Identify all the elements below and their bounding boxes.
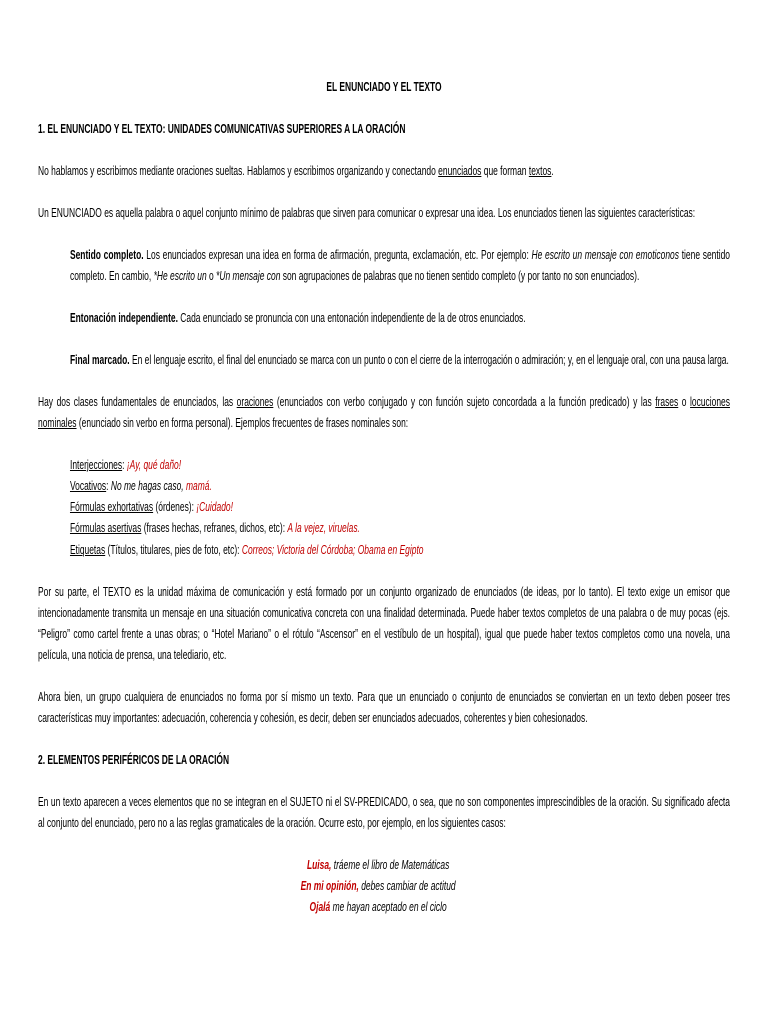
text-definition-paragraph: Por su parte, el TEXTO es la unidad máxima de comunicación y está formado por un conjunto organizado de enunciados (de ideas, por lo tanto). El texto exige un emisor que intencionadamente transmita un mensaje en una situación comunicativa concreta con una finalidad determinada. Puede haber textos completos de una palabra o de muy pocas (ejs. “Peligro” como cartel frente a unas obras; o “Hotel Mariano” o el rótulo “Ascensor” en el vestíbulo de un hospital), igual que puede haber textos completos como una novela, una película, una noticia de prensa, una telediario, etc. bbox=[38, 583, 730, 662]
list-item bbox=[70, 539, 730, 560]
example-sentence bbox=[38, 854, 718, 875]
nominal-phrase-example: mamá. bbox=[186, 478, 212, 494]
term-oraciones: oraciones bbox=[236, 394, 274, 410]
nominal-phrase-note: : bbox=[106, 478, 111, 494]
term-frases: frases bbox=[655, 394, 679, 410]
list-item bbox=[70, 475, 730, 496]
characteristic-term: Sentido completo. bbox=[69, 246, 144, 262]
intro-term-textos: textos bbox=[528, 162, 552, 178]
nominal-phrase-note: (frases hechas, refranes, dichos, etc): bbox=[141, 520, 288, 536]
nominal-phrase-example-plain: No me hagas caso, bbox=[110, 478, 187, 494]
nominal-phrase-example: A la vejez, viruelas. bbox=[287, 520, 360, 536]
example-highlight: Luisa, bbox=[306, 857, 332, 873]
nominal-phrases-list bbox=[38, 454, 730, 559]
nominal-phrase-label: Etiquetas bbox=[69, 541, 106, 557]
characteristic-term: Final marcado. bbox=[69, 352, 130, 368]
example-rest: me hayan aceptado en el ciclo bbox=[330, 899, 447, 915]
characteristic-text: Cada enunciado se pronuncia con una entonación independiente de la de otros enunciados. bbox=[177, 310, 526, 326]
characteristic-text: tiene sentido completo. En cambio, bbox=[69, 246, 730, 283]
document-body bbox=[38, 76, 730, 918]
characteristic-text: o bbox=[206, 267, 217, 283]
intro-text: . bbox=[551, 162, 554, 178]
sentence-types-text: Hay dos clases fundamentales de enunciados, las bbox=[38, 394, 237, 410]
nominal-phrase-label: Fórmulas exhortativas bbox=[69, 499, 154, 515]
example-sentence bbox=[38, 896, 718, 917]
intro-text: que forman bbox=[481, 162, 529, 178]
peripheral-examples bbox=[38, 854, 730, 917]
nominal-phrase-note: (Títulos, titulares, pies de foto, etc): bbox=[105, 541, 242, 557]
characteristic-final-marcado bbox=[38, 349, 730, 370]
characteristic-text: Los enunciados expresan una idea en forma de afirmación, pregunta, exclamación, etc. Por ejemplo: bbox=[143, 246, 532, 262]
nominal-phrase-example: Correos; Victoria del Córdoba; Obama en Egipto bbox=[241, 541, 424, 557]
sentence-types-paragraph bbox=[38, 391, 730, 433]
nominal-phrase-label: Interjecciones bbox=[69, 457, 123, 473]
characteristic-entonacion-independiente bbox=[38, 307, 730, 328]
characteristic-text: son agrupaciones de palabras que no tienen sentido completo (y por tanto no son enunciados). bbox=[280, 267, 640, 283]
sentence-types-text: (enunciados con verbo conjugado y con función sujeto concordada a la función predicado) y las bbox=[273, 394, 656, 410]
nominal-phrase-note: : bbox=[122, 457, 127, 473]
example-sentence bbox=[38, 875, 718, 896]
example-highlight: Ojalá bbox=[309, 899, 331, 915]
example-rest: debes cambiar de actitud bbox=[358, 878, 456, 894]
list-item bbox=[70, 454, 730, 475]
document-title: EL ENUNCIADO Y EL TEXTO bbox=[326, 78, 442, 94]
nominal-phrase-label: Vocativos bbox=[69, 478, 107, 494]
characteristic-term: Entonación independiente. bbox=[69, 310, 178, 326]
characteristic-example: *He escrito un bbox=[153, 267, 207, 283]
nominal-phrase-note: (órdenes): bbox=[153, 499, 197, 515]
characteristic-example: He escrito un mensaje con emoticonos bbox=[531, 246, 679, 262]
term-locuciones-nominales: locuciones nominales bbox=[38, 394, 730, 431]
sentence-types-text: (enunciado sin verbo en forma personal). Ejemplos frecuentes de frases nominales son: bbox=[76, 415, 409, 431]
intro-text: No hablamos y escribimos mediante oraciones sueltas. Hablamos y escribimos organizando y conectando bbox=[38, 162, 439, 178]
enunciado-definition-paragraph: Un ENUNCIADO es aquella palabra o aquel conjunto mínimo de palabras que sirven para comunicar o expresar una idea. Los enunciados tienen las siguientes características: bbox=[38, 204, 696, 220]
example-highlight: En mi opinión, bbox=[300, 878, 359, 894]
characteristic-sentido-completo bbox=[38, 244, 730, 286]
nominal-phrase-example: ¡Cuidado! bbox=[196, 499, 233, 515]
nominal-phrase-example: ¡Ay, qué daño! bbox=[126, 457, 182, 473]
list-item bbox=[70, 517, 730, 538]
section-1-heading: 1. EL ENUNCIADO Y EL TEXTO: UNIDADES COMUNICATIVAS SUPERIORES A LA ORACIÓN bbox=[38, 120, 406, 136]
list-item bbox=[70, 496, 730, 517]
section-2-heading: 2. ELEMENTOS PERIFÉRICOS DE LA ORACIÓN bbox=[38, 752, 230, 767]
characteristic-example: *Un mensaje con bbox=[216, 267, 281, 283]
nominal-phrase-label: Fórmulas asertivas bbox=[69, 520, 142, 536]
peripheral-elements-paragraph: En un texto aparecen a veces elementos que no se integran en el SUJETO ni el SV-PREDICADO, o sea, que no son componentes imprescindibles de la oración. Su significado afecta al conjunto del enunciado, pero no a las reglas gramaticales de la oración. Ocurre esto, por ejemplo, en los siguientes casos: bbox=[38, 794, 730, 831]
characteristic-text: En el lenguaje escrito, el final del enunciado se marca con un punto o con el cierre de la interrogación o admiración; y, en el lenguaje oral, con una pausa larga. bbox=[129, 352, 729, 368]
example-rest: tráeme el libro de Matemáticas bbox=[331, 857, 450, 873]
intro-paragraph bbox=[38, 160, 730, 181]
intro-term-enunciados: enunciados bbox=[438, 162, 482, 178]
text-properties-paragraph: Ahora bien, un grupo cualquiera de enunciados no forma por sí mismo un texto. Para que un enunciado o conjunto de enunciados se conviertan en un texto deben poseer tres características muy importantes: adecuación, coherencia y cohesión, es decir, deben ser enunciados adecuados, coherentes y bien cohesionados. bbox=[38, 688, 730, 725]
sentence-types-text: o bbox=[678, 394, 691, 410]
